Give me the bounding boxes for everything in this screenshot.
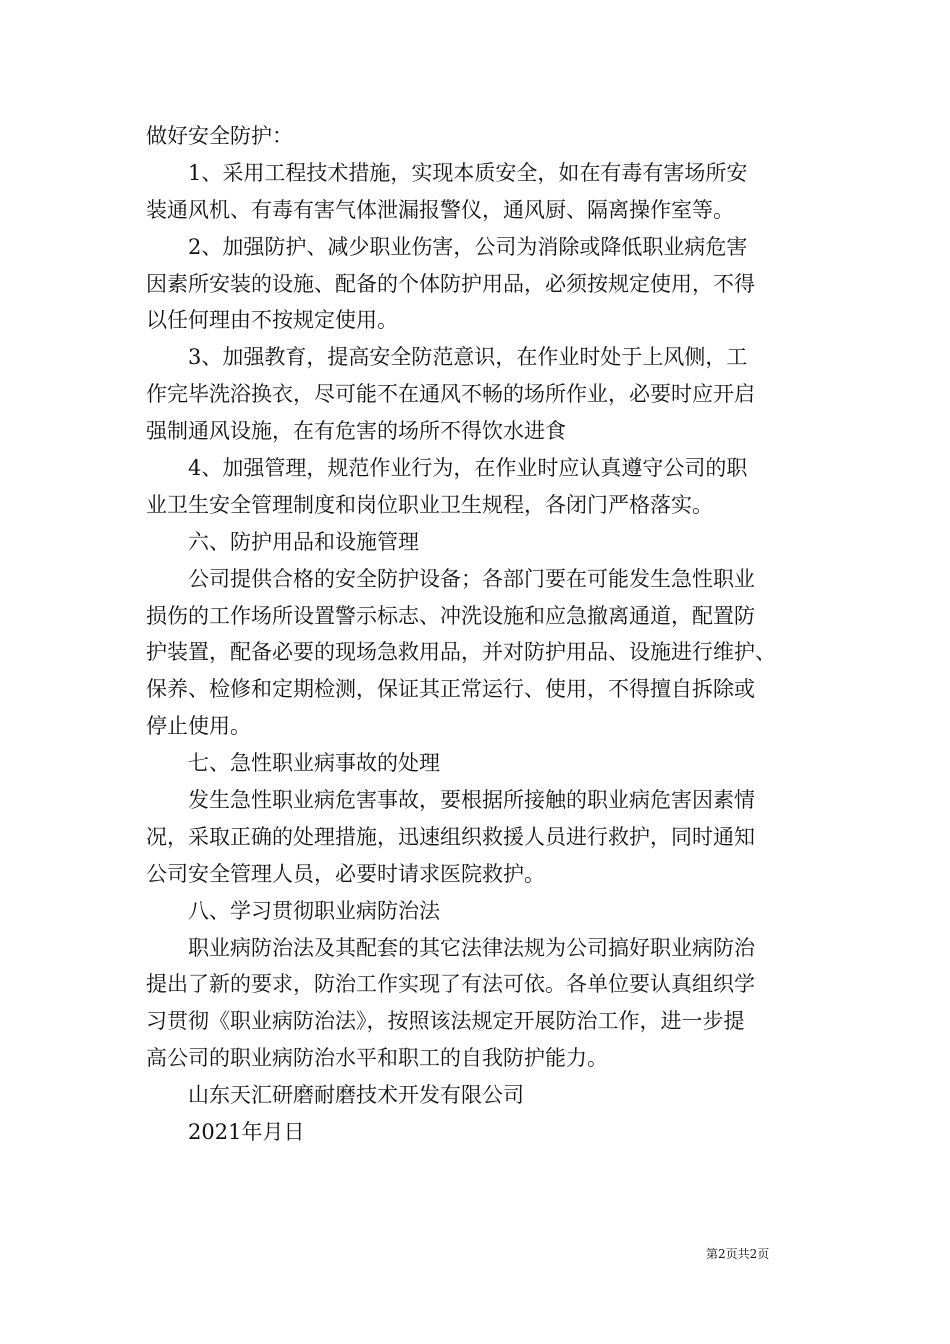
paragraph-line: 1、采用工程技术措施，实现本质安全，如在有毒有害场所安 [188,160,748,185]
paragraph-line: 职业病防治法及其配套的其它法律法规为公司搞好职业病防治 [188,935,755,960]
paragraph-line: 习贯彻《职业病防治法》，按照该法规定开展防治工作，进一步提 [146,1009,745,1034]
paragraph-line: 保养、检修和定期检测，保证其正常运行、使用，不得擅自拆除或 [146,677,755,702]
paragraph-line: 发生急性职业病危害事故，要根据所接触的职业病危害因素情 [188,788,755,813]
section-heading: 七、急性职业病事故的处理 [188,751,440,776]
paragraph-line: 因素所安装的设施、配备的个体防护用品，必须按规定使用，不得 [146,271,755,296]
paragraph-line: 停止使用。 [146,714,251,739]
section-heading: 八、学习贯彻职业病防治法 [188,898,440,923]
paragraph-line: 2、加强防护、减少职业伤害，公司为消除或降低职业病危害 [188,234,748,259]
paragraph-line: 损伤的工作场所设置警示标志、冲洗设施和应急撤离通道，配置防 [146,603,755,628]
paragraph-line: 高公司的职业病防治水平和职工的自我防护能力。 [146,1046,608,1071]
paragraph-line: 做好安全防护： [146,124,293,148]
paragraph-line: 护装置，配备必要的现场急救用品，并对防护用品、设施进行维护、 [146,640,776,665]
paragraph-line: 业卫生安全管理制度和岗位职业卫生规程，各闭门严格落实。 [146,492,713,517]
paragraph-line: 装通风机、有毒有害气体泄漏报警仪，通风厨、隔离操作室等。 [146,197,734,222]
paragraph-line: 公司提供合格的安全防护设备；各部门要在可能发生急性职业 [188,566,755,591]
document-date: 2021年月日 [188,1120,305,1145]
paragraph-line: 4、加强管理，规范作业行为，在作业时应认真遵守公司的职 [188,456,748,481]
paragraph-line: 作完毕洗浴换衣，尽可能不在通风不畅的场所作业，必要时应开启 [146,382,755,407]
paragraph-line: 强制通风设施，在有危害的场所不得饮水进食 [146,419,566,444]
section-heading: 六、防护用品和设施管理 [188,529,419,554]
paragraph-line: 3、加强教育，提高安全防范意识，在作业时处于上风侧，工 [188,345,748,370]
company-signature: 山东天汇研磨耐磨技术开发有限公司 [188,1083,524,1108]
paragraph-line: 公司安全管理人员，必要时请求医院救护。 [146,861,545,886]
document-body [146,118,826,1151]
page-number-footer: 第2页共2页 [706,1247,770,1261]
paragraph-line: 以任何理由不按规定使用。 [146,308,398,333]
paragraph-line: 况，采取正确的处理措施，迅速组织救援人员进行救护，同时通知 [146,824,755,849]
paragraph-line: 提出了新的要求，防治工作实现了有法可依。各单位要认真组织学 [146,972,755,997]
